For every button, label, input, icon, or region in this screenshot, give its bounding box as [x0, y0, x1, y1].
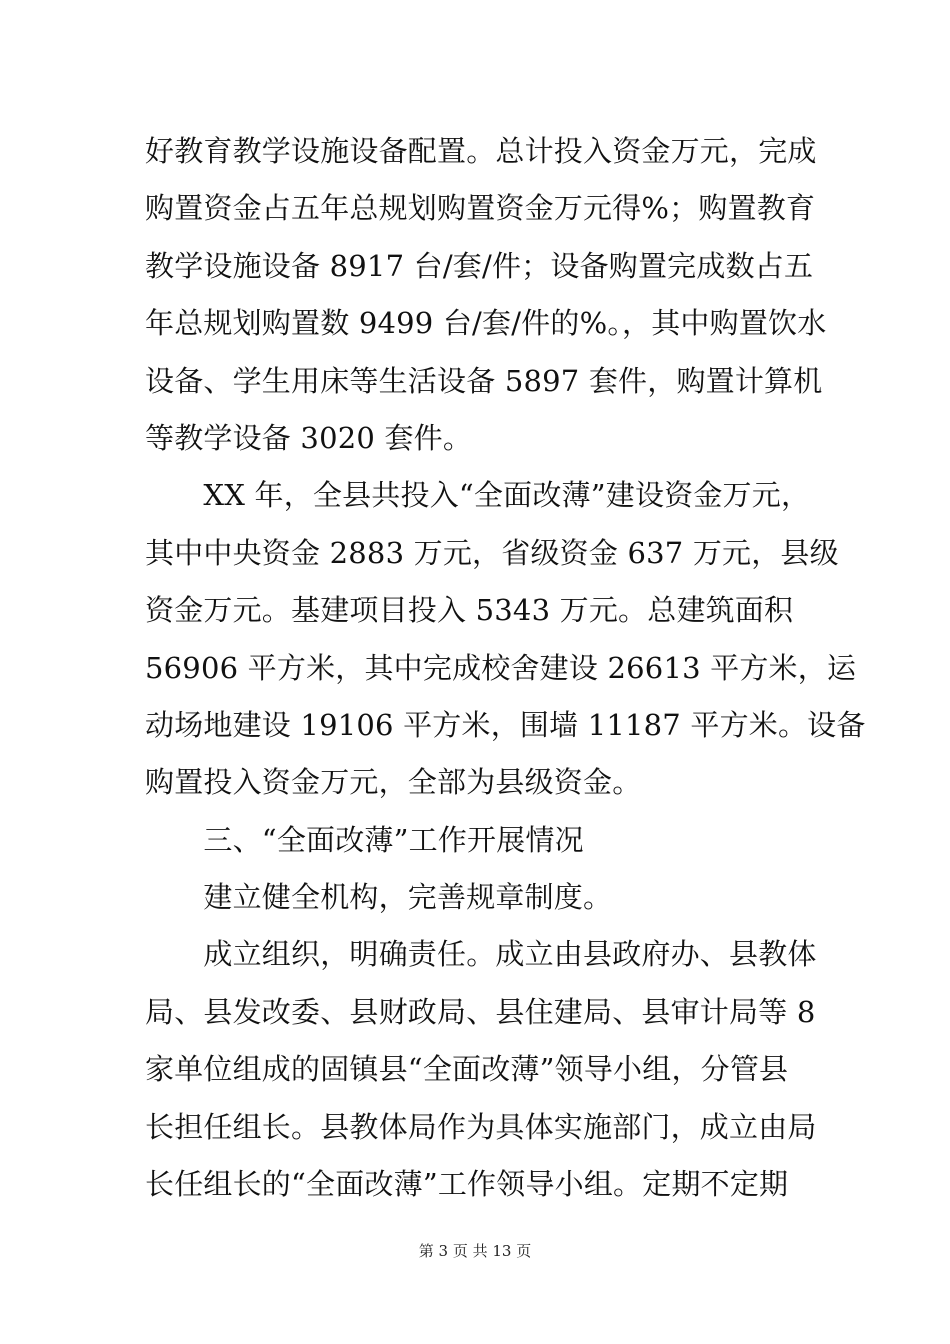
page-number-footer: 第 3 页 共 13 页: [418, 1242, 532, 1260]
text-line: 局、县发改委、县财政局、县住建局、县审计局等 8: [145, 994, 816, 1029]
text-line: 购置资金占五年总规划购置资金万元得%；购置教育: [145, 191, 816, 226]
text-line: 教学设施设备 8917 台/套/件；设备购置完成数占五: [145, 248, 814, 283]
text-line: 资金万元。基建项目投入 5343 万元。总建筑面积: [145, 593, 794, 628]
text-line: 长任组长的“全面改薄”工作领导小组。定期不定期: [145, 1167, 789, 1202]
text-line: 家单位组成的固镇县“全面改薄”领导小组，分管县: [145, 1052, 789, 1087]
text-line: 其中中央资金 2883 万元，省级资金 637 万元，县级: [145, 535, 839, 570]
text-line: 长担任组长。县教体局作为具体实施部门，成立由局: [145, 1109, 817, 1144]
text-line: 动场地建设 19106 平方米，围墙 11187 平方米。设备: [145, 707, 866, 742]
body-text: [145, 123, 866, 1213]
text-line: XX 年，全县共投入“全面改薄”建设资金万元，: [145, 478, 811, 513]
text-line: 56906 平方米，其中完成校舍建设 26613 平方米，运: [145, 650, 857, 685]
text-line: 年总规划购置数 9499 台/套/件的%。，其中购置饮水: [145, 306, 827, 341]
text-line: 建立健全机构，完善规章制度。: [145, 880, 613, 915]
text-line: 购置投入资金万元，全部为县级资金。: [145, 765, 642, 800]
text-line: 好教育教学设施设备配置。总计投入资金万元，完成: [145, 134, 817, 168]
text-line: 成立组织，明确责任。成立由县政府办、县教体: [145, 937, 817, 972]
section-heading: 三、“全面改薄”工作开展情况: [145, 822, 584, 857]
text-line: 等教学设备 3020 套件。: [145, 420, 473, 455]
text-line: 设备、学生用床等生活设备 5897 套件，购置计算机: [145, 363, 823, 398]
